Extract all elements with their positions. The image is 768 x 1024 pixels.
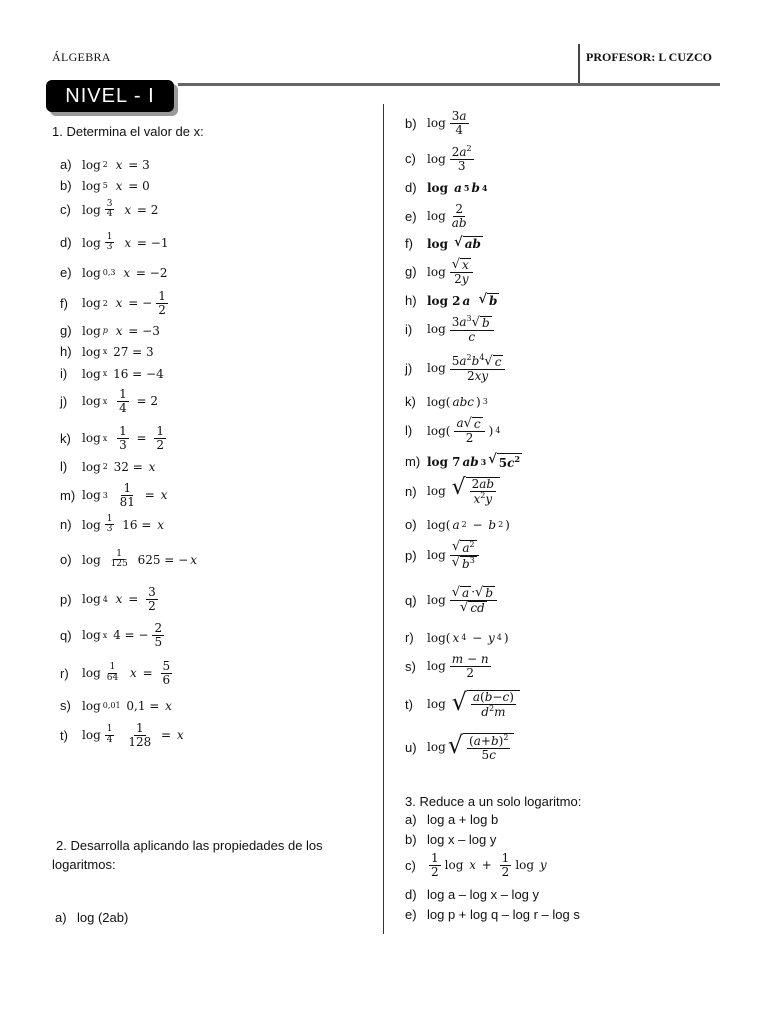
math-expression: log √ $a^2$ √ $b^3$ xyxy=(427,540,481,570)
exercise-1e xyxy=(60,265,167,280)
item-label: h) xyxy=(60,344,72,359)
exercise-3b xyxy=(405,832,496,847)
exercise-2n xyxy=(405,477,500,505)
item-label: d) xyxy=(60,235,72,251)
subject-header: ÁLGEBRA xyxy=(52,50,111,64)
item-text: log p + log q – log r – log s xyxy=(427,907,580,922)
item-label: g) xyxy=(405,264,417,280)
math-expression: log a 5 b 4 xyxy=(427,180,488,195)
math-expression: log 5 x = 0 xyxy=(82,178,150,193)
item-label: u) xyxy=(405,739,417,755)
item-label: p) xyxy=(60,591,72,607)
item-label: l) xyxy=(60,459,68,474)
math-expression: log √ x 2y xyxy=(427,258,475,285)
math-expression: log $\frac{2}{ab}$ xyxy=(427,202,467,230)
item-label: a) xyxy=(60,157,72,172)
exercise-1t xyxy=(60,722,184,748)
exercise-2o xyxy=(405,517,510,532)
item-label: o) xyxy=(60,552,72,568)
item-label: e) xyxy=(405,907,417,922)
exercise-3e xyxy=(405,907,580,922)
math-expression: log x 27 = 3 xyxy=(82,344,154,359)
math-expression: $\frac{1}{2}$ log x + $\frac{1}{2}$ log y xyxy=(431,851,547,879)
item-label: a) xyxy=(405,812,417,827)
item-label: e) xyxy=(60,265,72,280)
exercise-1p xyxy=(60,586,160,612)
item-label: i) xyxy=(60,366,68,381)
item-label: c) xyxy=(405,857,416,873)
item-label: n) xyxy=(60,517,72,533)
exercise-2i xyxy=(405,315,496,343)
item-label: b) xyxy=(60,178,72,193)
item-text: log a – log x – log y xyxy=(427,887,540,902)
math-expression: log √ a · √ b √ cd xyxy=(427,586,499,614)
exercise-1j xyxy=(60,388,158,414)
item-label: p) xyxy=(405,547,417,563)
item-label: l) xyxy=(405,423,413,439)
item-label: k) xyxy=(405,394,416,409)
item-label: i) xyxy=(405,321,413,337)
exercise-1i xyxy=(60,366,164,381)
exercise-2p xyxy=(405,540,481,570)
math-expression: log $\frac{1}{125}$ 625 = − x xyxy=(82,549,197,570)
item-label: c) xyxy=(405,151,416,167)
math-expression: log $3a^3$ √ b c xyxy=(427,315,496,343)
item-label: q) xyxy=(60,627,72,643)
item-label: f) xyxy=(60,295,68,311)
exercise-2q xyxy=(405,586,499,614)
exercise-2e xyxy=(405,203,471,229)
exercise-1l xyxy=(60,459,155,474)
exercise-1f xyxy=(60,290,170,316)
header-divider xyxy=(578,44,580,84)
item-label: r) xyxy=(60,665,69,681)
item-label: h) xyxy=(405,293,417,308)
item-label: c) xyxy=(60,202,71,218)
item-label: m) xyxy=(405,454,421,469)
exercise-2a xyxy=(55,910,128,925)
math-expression: log 7 ab 3 √ $5c^2$ xyxy=(427,452,521,470)
math-expression: log x 4 = − $\frac{2}{5}$ xyxy=(82,621,163,649)
item-label: t) xyxy=(60,727,68,743)
item-label: t) xyxy=(405,696,413,712)
section-1-title: 1. Determina el valor de x: xyxy=(52,124,204,139)
math-expression: log $\frac{3}{4}$ x = 2 xyxy=(82,199,159,220)
math-expression: log 3 $\frac{1}{81}$ = x xyxy=(82,481,168,509)
math-expression: log 4 x = $\frac{3}{2}$ xyxy=(82,585,156,613)
item-label: s) xyxy=(405,658,416,674)
math-expression: log x $\frac{1}{3}$ = $\frac{1}{2}$ xyxy=(82,424,165,452)
exercise-1c xyxy=(60,200,158,220)
item-label: d) xyxy=(405,180,417,195)
math-expression: log( x 4 − y 4 ) xyxy=(427,630,509,645)
item-text: log a + log b xyxy=(427,812,499,827)
exercise-1o xyxy=(60,550,197,570)
exercise-2l xyxy=(405,417,500,444)
exercise-1a xyxy=(60,157,150,172)
exercise-1n xyxy=(60,515,164,535)
exercise-2t xyxy=(405,690,520,718)
exercise-2f xyxy=(405,236,483,251)
item-text: log x – log y xyxy=(427,832,497,847)
exercise-1d xyxy=(60,233,168,253)
item-label: d) xyxy=(405,887,417,902)
exercise-3d xyxy=(405,887,539,902)
exercise-2g xyxy=(405,258,475,285)
math-expression: log p x = −3 xyxy=(82,323,160,338)
item-label: g) xyxy=(60,323,72,338)
math-expression: log 0,3 x = −2 xyxy=(82,265,168,280)
item-label: j) xyxy=(405,360,413,376)
math-expression: log $\frac{3a}{4}$ xyxy=(427,109,467,137)
item-label: n) xyxy=(405,483,417,499)
math-expression: log 2 32 = x xyxy=(82,459,156,474)
math-expression: log( abc ) 3 xyxy=(427,394,488,409)
item-label: j) xyxy=(60,393,68,409)
column-divider xyxy=(383,104,384,934)
exercise-2h xyxy=(405,293,499,308)
math-expression: log x $\frac{1}{4}$ = 2 xyxy=(82,387,159,415)
math-expression: log( a 2 − b 2 ) xyxy=(427,517,510,532)
exercise-3a xyxy=(405,812,498,827)
level-badge: NIVEL - I xyxy=(46,80,174,112)
math-expression: log x 16 = −4 xyxy=(82,366,164,381)
exercise-2r xyxy=(405,630,509,645)
exercise-2k xyxy=(405,394,488,409)
exercise-1k xyxy=(60,425,168,451)
exercise-1r xyxy=(60,660,174,686)
exercise-2b xyxy=(405,110,471,136)
exercise-3c xyxy=(405,852,547,878)
math-expression: log $\frac{m - n}{2}$ xyxy=(427,652,489,680)
math-expression: log 0,01 0,1 = x xyxy=(82,698,172,713)
item-label: r) xyxy=(405,630,414,645)
math-expression: log √ $\frac{(a+b)^2}{5c}$ xyxy=(427,733,514,761)
math-expression: log( a √ c 2 ) 4 xyxy=(427,416,501,445)
exercise-2u xyxy=(405,733,514,761)
exercise-2j xyxy=(405,354,507,382)
math-expression: log √ ab xyxy=(427,235,481,251)
exercise-2d xyxy=(405,180,487,195)
item-label: m) xyxy=(60,487,76,503)
exercise-1b xyxy=(60,178,150,193)
exercise-2c xyxy=(405,145,476,172)
exercise-2s xyxy=(405,653,493,679)
section-3-title: 3. Reduce a un solo logaritmo: xyxy=(405,794,582,809)
math-expression: log 2 x = − $\frac{1}{2}$ xyxy=(82,289,166,317)
math-expression: log 2 x = 3 xyxy=(82,157,150,172)
teacher-header: PROFESOR: L CUZCO xyxy=(586,50,713,64)
exercise-1q xyxy=(60,622,166,648)
math-expression: log √ $\frac{2ab}{x^2y}$ xyxy=(427,477,500,505)
section-2-title-line-1: 2. Desarrolla aplicando las propiedades de los xyxy=(56,838,323,853)
exercise-1g xyxy=(60,323,160,338)
item-label: e) xyxy=(405,208,417,224)
math-expression: log $\frac{1}{3}$ x = −1 xyxy=(82,232,169,253)
item-label: s) xyxy=(60,698,71,713)
item-text: log (2ab) xyxy=(77,910,129,925)
item-label: o) xyxy=(405,517,417,532)
exercise-2m xyxy=(405,453,522,470)
section-2-title-line-2: logaritmos: xyxy=(52,857,116,872)
exercise-1h xyxy=(60,344,154,359)
item-label: q) xyxy=(405,592,417,608)
exercise-1m xyxy=(60,482,167,508)
exercise-1s xyxy=(60,698,172,713)
math-expression: log $\frac{1}{64}$ x = $\frac{5}{6}$ xyxy=(82,659,171,687)
item-label: b) xyxy=(405,832,417,847)
item-label: k) xyxy=(60,430,71,446)
item-label: a) xyxy=(55,910,67,925)
math-expression: log $\frac{1}{4}$ $\frac{1}{128}$ = x xyxy=(82,721,184,749)
math-expression: log $\frac{1}{3}$ 16 = x xyxy=(82,514,165,535)
header-rule xyxy=(178,83,720,86)
item-label: b) xyxy=(405,115,417,131)
math-expression: log 2 a √ b xyxy=(427,292,498,308)
math-expression: log √ $\frac{a(b-c)}{d^2m}$ xyxy=(427,690,520,718)
math-expression: log $5a^2b^4$ √ c 2xy xyxy=(427,354,507,382)
item-label: f) xyxy=(405,236,413,251)
math-expression: log $\frac{2a^2}{3}$ xyxy=(427,144,472,173)
